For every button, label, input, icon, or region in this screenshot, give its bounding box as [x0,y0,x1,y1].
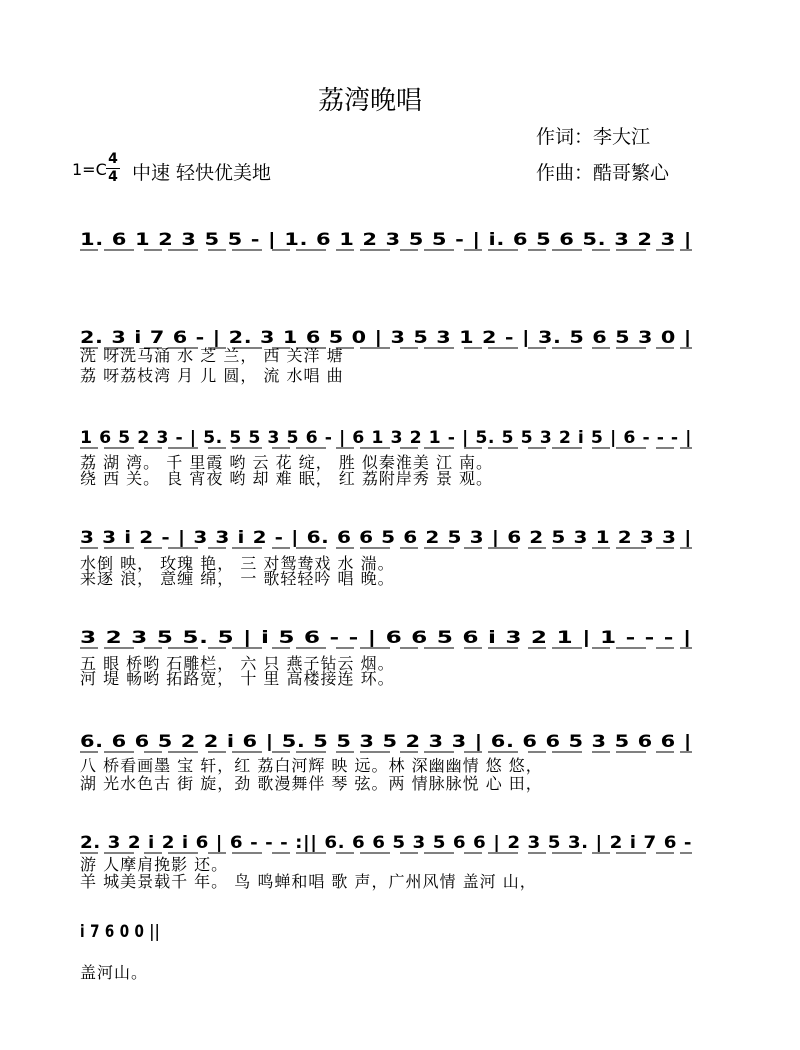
lyric-line: 绕 西 关。 良 宵夜 哟 却 难 眠， 红 荔附岸秀 景 观。 [80,469,494,488]
score-system [80,922,160,982]
lyricist-credit: 作词：李大江 [536,126,651,148]
lyric-line: 水倒 映， 玫瑰 艳， 三 对鸳鸯戏 水 湍。 [80,554,395,573]
score-system [80,230,692,250]
lyric-line: 盖河山。 [80,963,149,982]
song-title: 荔湾晚唱 [317,86,422,116]
lyric-line: 羊 城美景载千 年。 鸟 鸣蝉和唱 歌 声，广州风情 盖河 山， [80,872,537,891]
notation-line: 3 3 i 2 - | 3 3 i 2 - | 6. 6 6 5 6 2 5 3 | 6 2 5 3 1 2 3 3 | [80,528,692,548]
notation-line: 1. 6 1 2 3 5 5 - | 1. 6 1 2 3 5 5 - | i. 6 5 6 5. 3 2 3 | [80,230,692,250]
composer-credit: 作曲：酷哥繁心 [536,162,670,184]
lyric-line: 游 人摩肩挽影 还。 [80,855,229,874]
notation-line: i 7 6 0 0 || [80,922,160,942]
lyric-line: 湖 光水色古 街 旋，劲 歌漫舞伴 琴 弦。两 情脉脉悦 心 田， [80,774,543,793]
lyric-line: 五 眼 桥哟 石雕栏， 六 只 燕子钻云 烟。 [80,654,395,673]
notation-line: 2. 3 i 7 6 - | 2. 3 1 6 5 0 | 3 5 3 1 2 - | 3. 5 6 5 3 0 | [80,328,692,348]
score-system [80,528,692,588]
lyric-line: 河 堤 畅哟 拓路宽， 十 里 高楼接连 环。 [80,669,395,688]
score-system [80,428,692,488]
notation-line: 1 6 5 2 3 - | 5. 5 5 3 5 6 - | 6 1 3 2 1 - | 5. 5 5 3 2 i 5 | 6 - - - | [80,428,692,448]
score-system [80,628,692,688]
lyric-line: 洗 呀洗马涌 水 芝 兰， 西 关洋 塘 [80,346,344,365]
tempo-marking: 中速 轻快优美地 [132,162,272,184]
lyric-line: 荔 湖 湾。 千 里霞 哟 云 花 绽， 胜 似秦淮美 江 南。 [80,453,494,472]
lyric-line: 来逐 浪， 意缠 绵， 一 歌轻轻吟 唱 晚。 [80,569,395,588]
key-signature: 1=C [72,160,107,179]
score-system [80,732,692,793]
meter-top: 4 [108,151,118,167]
meter-bottom: 4 [108,169,118,185]
notation-line: 6. 6 6 5 2 2 i 6 | 5. 5 5 3 5 2 3 3 | 6. 6 6 5 3 5 6 6 | [80,732,692,752]
score-system [80,833,692,891]
notation-line: 3 2 3 5 5. 5 | i 5 6 - - | 6 6 5 6 i 3 2 1 | 1 - - - | [80,628,692,648]
lyric-line: 荔 呀荔枝湾 月 儿 圆， 流 水唱 曲 [80,366,344,385]
notation-line: 2. 3 2 i 2 i 6 | 6 - - - :|| 6. 6 6 5 3 5 6 6 | 2 3 5 3. | 2 i 7 6 - [80,833,692,853]
score-system [80,328,692,385]
lyric-line: 八 桥看画墨 宝 轩，红 荔白河辉 映 远。林 深幽幽情 悠 悠， [80,756,543,775]
